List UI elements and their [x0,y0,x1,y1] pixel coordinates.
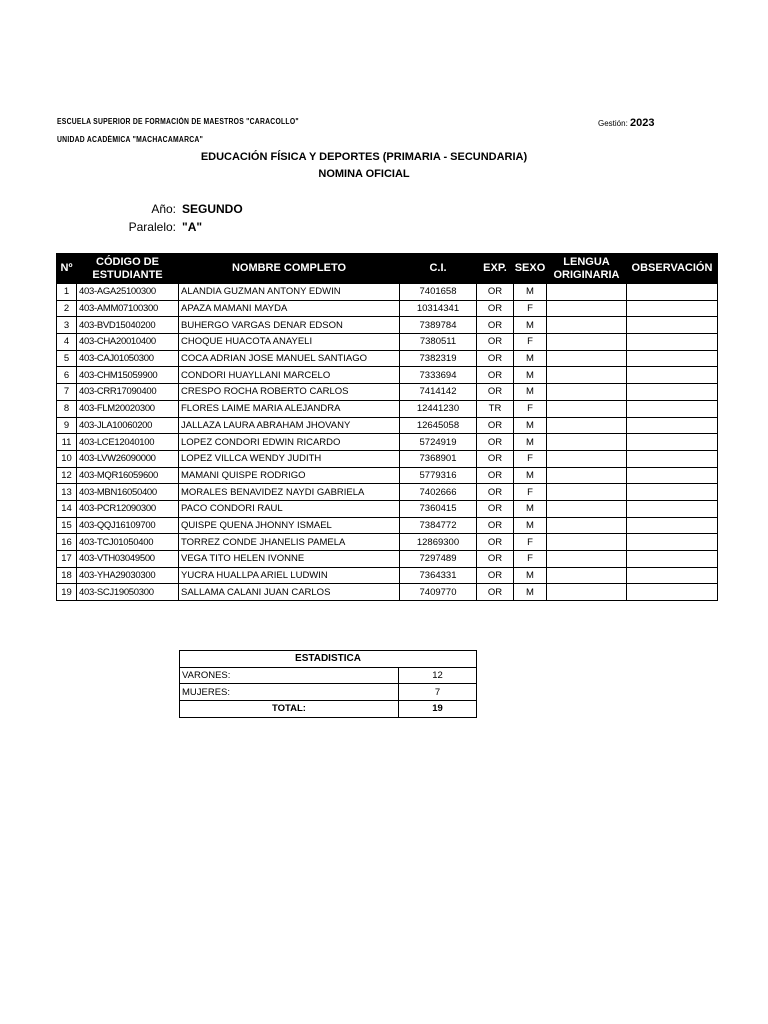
native-language [547,417,627,434]
exp: OR [477,367,514,384]
native-language [547,484,627,501]
parallel-value: "A" [182,220,203,234]
student-code: 403-CHM15059900 [77,367,179,384]
row-number: 1 [57,284,77,301]
student-code: 403-MQR16059600 [77,467,179,484]
ci-number: 7402666 [400,484,477,501]
full-name: LOPEZ VILLCA WENDY JUDITH [179,450,400,467]
sex: M [514,500,547,517]
ci-number: 7401658 [400,284,477,301]
exp: OR [477,284,514,301]
student-code: 403-BVD15040200 [77,317,179,334]
exp: OR [477,334,514,351]
native-language [547,450,627,467]
row-number: 13 [57,484,77,501]
observation [627,534,718,551]
exp: OR [477,517,514,534]
table-row [57,367,718,384]
ci-number: 7360415 [400,500,477,517]
ci-number: 12869300 [400,534,477,551]
gestion [598,117,655,129]
sex: M [514,584,547,601]
native-language [547,334,627,351]
stats-title: ESTADISTICA [180,651,477,668]
ci-number: 12441230 [400,400,477,417]
full-name: ALANDIA GUZMAN ANTONY EDWIN [179,284,400,301]
row-number: 5 [57,350,77,367]
full-name: FLORES LAIME MARIA ALEJANDRA [179,400,400,417]
native-language [547,367,627,384]
gestion-label: Gestión: [598,119,628,128]
full-name: SALLAMA CALANI JUAN CARLOS [179,584,400,601]
exp: OR [477,384,514,401]
row-number: 11 [57,434,77,451]
native-language [547,584,627,601]
exp: OR [477,584,514,601]
ci-number: 5779316 [400,467,477,484]
stats-total-value: 19 [399,701,477,718]
observation [627,467,718,484]
full-name: LOPEZ CONDORI EDWIN RICARDO [179,434,400,451]
full-name: VEGA TITO HELEN IVONNE [179,551,400,568]
student-code: 403-PCR12090300 [77,500,179,517]
table-row [57,500,718,517]
observation [627,450,718,467]
full-name: MORALES BENAVIDEZ NAYDI GABRIELA [179,484,400,501]
full-name: BUHERGO VARGAS DENAR EDSON [179,317,400,334]
native-language [547,384,627,401]
school-name: ESCUELA SUPERIOR DE FORMACIÓN DE MAESTROS "CARACOLLO" [57,117,299,126]
observation [627,551,718,568]
observation [627,434,718,451]
row-number: 16 [57,534,77,551]
ci-number: 12645058 [400,417,477,434]
full-name: TORREZ CONDE JHANELIS PAMELA [179,534,400,551]
native-language [547,517,627,534]
table-row [57,334,718,351]
sex: M [514,317,547,334]
full-name: MAMANI QUISPE RODRIGO [179,467,400,484]
table-body [57,284,718,601]
observation [627,384,718,401]
observation [627,584,718,601]
native-language [547,551,627,568]
sex: F [514,534,547,551]
exp: OR [477,534,514,551]
sex: F [514,400,547,417]
row-number: 12 [57,467,77,484]
table-row [57,467,718,484]
col-observation-header: OBSERVACIÓN [627,254,718,284]
parallel-label: Paralelo: [128,220,176,234]
col-student-code-header: CÓDIGO DE ESTUDIANTE [77,254,179,284]
table-row [57,400,718,417]
full-name: CONDORI HUAYLLANI MARCELO [179,367,400,384]
student-code: 403-VTH03049500 [77,551,179,568]
ci-number: 7384772 [400,517,477,534]
table-row [57,284,718,301]
table-row [57,317,718,334]
native-language [547,467,627,484]
observation [627,517,718,534]
full-name: QUISPE QUENA JHONNY ISMAEL [179,517,400,534]
ci-number: 7389784 [400,317,477,334]
row-number: 17 [57,551,77,568]
student-code: 403-LVW26090000 [77,450,179,467]
observation [627,500,718,517]
row-number: 2 [57,300,77,317]
exp: OR [477,500,514,517]
student-code: 403-TCJ01050400 [77,534,179,551]
native-language [547,350,627,367]
gestion-value: 2023 [630,117,655,129]
student-roster-table [56,253,718,601]
student-code: 403-JLA10060200 [77,417,179,434]
stats-mujeres-label: MUJERES: [180,684,399,701]
student-code: 403-MBN16050400 [77,484,179,501]
table-row [57,350,718,367]
exp: OR [477,350,514,367]
stats-varones-label: VARONES: [180,667,399,684]
year-value: SEGUNDO [182,202,243,216]
native-language [547,400,627,417]
sex: M [514,434,547,451]
sex: M [514,384,547,401]
table-row [57,517,718,534]
observation [627,400,718,417]
native-language [547,500,627,517]
full-name: COCA ADRIAN JOSE MANUEL SANTIAGO [179,350,400,367]
sex: M [514,417,547,434]
stats-total-label: TOTAL: [180,701,399,718]
document-subtitle: NOMINA OFICIAL [318,168,410,180]
exp: OR [477,417,514,434]
table-row [57,450,718,467]
ci-number: 7414142 [400,384,477,401]
col-sex-header: SEXO [514,254,547,284]
student-code: 403-CRR17090400 [77,384,179,401]
table-row [57,434,718,451]
exp: OR [477,467,514,484]
observation [627,567,718,584]
col-native-language-header: LENGUA ORIGINARIA [547,254,627,284]
row-number: 19 [57,584,77,601]
native-language [547,317,627,334]
ci-number: 7297489 [400,551,477,568]
sex: M [514,567,547,584]
row-number: 6 [57,367,77,384]
native-language [547,300,627,317]
col-ci-header: C.I. [400,254,477,284]
observation [627,367,718,384]
student-code: 403-QQJ16109700 [77,517,179,534]
row-number: 3 [57,317,77,334]
row-number: 8 [57,400,77,417]
sex: M [514,367,547,384]
exp: OR [477,300,514,317]
ci-number: 7409770 [400,584,477,601]
sex: M [514,350,547,367]
table-row [57,567,718,584]
exp: OR [477,434,514,451]
observation [627,417,718,434]
stats-varones-value: 12 [399,667,477,684]
student-code: 403-LCE12040100 [77,434,179,451]
full-name: PACO CONDORI RAUL [179,500,400,517]
sex: M [514,467,547,484]
ci-number: 7364331 [400,567,477,584]
student-code: 403-CAJ01050300 [77,350,179,367]
observation [627,284,718,301]
sex: M [514,284,547,301]
full-name: APAZA MAMANI MAYDA [179,300,400,317]
student-code: 403-FLM20020300 [77,400,179,417]
exp: TR [477,400,514,417]
exp: OR [477,450,514,467]
row-number: 15 [57,517,77,534]
ci-number: 5724919 [400,434,477,451]
full-name: CRESPO ROCHA ROBERTO CARLOS [179,384,400,401]
native-language [547,534,627,551]
row-number: 10 [57,450,77,467]
col-full-name-header: NOMBRE COMPLETO [179,254,400,284]
native-language [547,284,627,301]
document-title: EDUCACIÓN FÍSICA Y DEPORTES (PRIMARIA - SECUNDARIA) [200,151,528,163]
observation [627,350,718,367]
table-row [57,384,718,401]
observation [627,300,718,317]
student-code: 403-YHA29030300 [77,567,179,584]
exp: OR [477,551,514,568]
sex: M [514,517,547,534]
full-name: JALLAZA LAURA ABRAHAM JHOVANY [179,417,400,434]
statistics-table [179,650,477,718]
observation [627,317,718,334]
sex: F [514,334,547,351]
table-row [57,534,718,551]
ci-number: 7333694 [400,367,477,384]
ci-number: 7382319 [400,350,477,367]
row-number: 14 [57,500,77,517]
table-row [57,584,718,601]
exp: OR [477,317,514,334]
table-header-row [57,254,718,284]
student-code: 403-AMM07100300 [77,300,179,317]
ci-number: 10314341 [400,300,477,317]
student-code: 403-AGA25100300 [77,284,179,301]
native-language [547,434,627,451]
year-label: Año: [151,202,176,216]
student-code: 403-SCJ19050300 [77,584,179,601]
table-row [57,551,718,568]
observation [627,484,718,501]
table-row [57,417,718,434]
col-number-header: Nº [57,254,77,284]
row-number: 4 [57,334,77,351]
academic-unit: UNIDAD ACADÉMICA "MACHACAMARCA" [57,135,204,144]
full-name: YUCRA HUALLPA ARIEL LUDWIN [179,567,400,584]
col-exp-header: EXP. [477,254,514,284]
table-row [57,300,718,317]
full-name: CHOQUE HUACOTA ANAYELI [179,334,400,351]
exp: OR [477,484,514,501]
exp: OR [477,567,514,584]
ci-number: 7368901 [400,450,477,467]
row-number: 18 [57,567,77,584]
sex: F [514,484,547,501]
table-row [57,484,718,501]
row-number: 7 [57,384,77,401]
observation [627,334,718,351]
ci-number: 7380511 [400,334,477,351]
sex: F [514,551,547,568]
row-number: 9 [57,417,77,434]
stats-mujeres-value: 7 [399,684,477,701]
student-code: 403-CHA20010400 [77,334,179,351]
sex: F [514,300,547,317]
sex: F [514,450,547,467]
native-language [547,567,627,584]
